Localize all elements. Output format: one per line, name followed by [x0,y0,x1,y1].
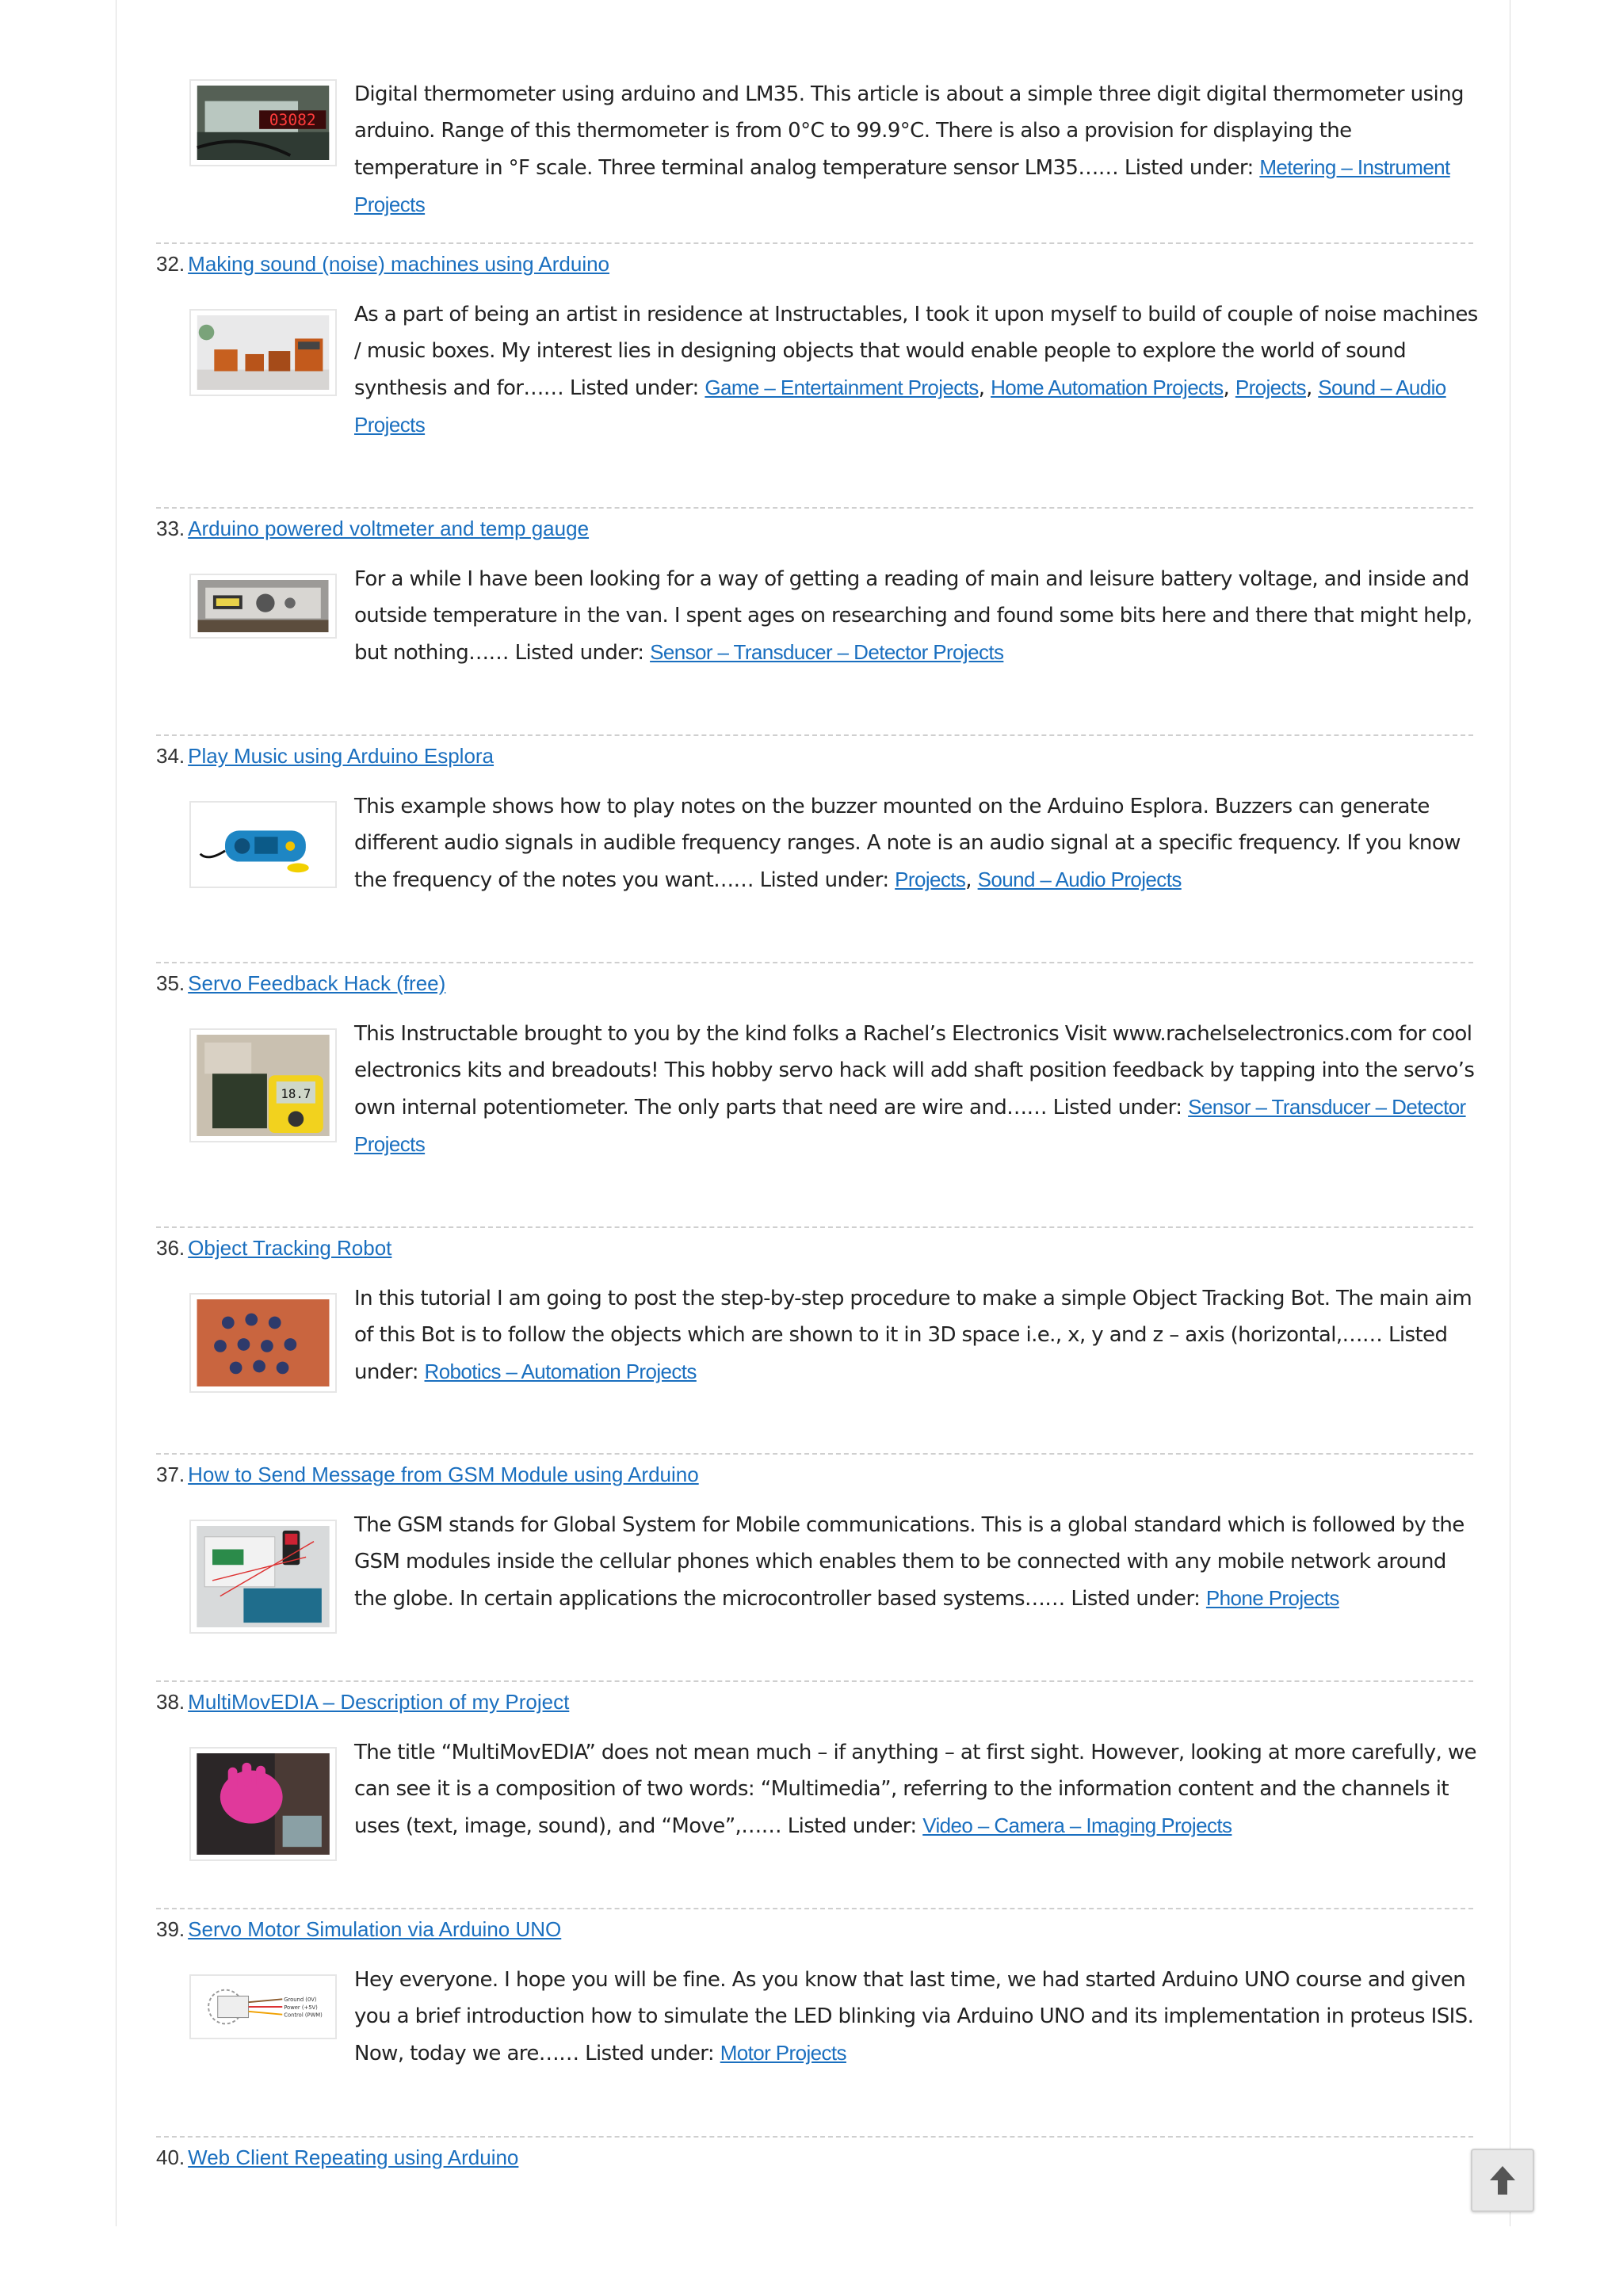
item-description: For a while I have been looking for a way of getting a reading of main and leisure battery voltage, and inside and outside temperature in the van. I spent ages on researching and found some bits here and there that might help, but nothing…… Listed under: Sensor – Transducer – Detector Projects [354,567,1472,665]
item-title-link[interactable]: How to Send Message from GSM Module using Arduino [188,1463,699,1486]
esplora-thumbnail-icon[interactable] [189,801,337,888]
category-link-motor[interactable]: Motor Projects [720,2041,846,2065]
item-title-link[interactable]: Web Client Repeating using Arduino [188,2145,519,2169]
list-item [156,242,1478,472]
gsm-breadboard-thumbnail-icon[interactable] [189,1520,337,1634]
item-description: Digital thermometer using arduino and LM35. This article is about a simple three digit digital thermometer using arduino. Range of this thermometer is from 0°C to 99.9°C. There is also a provision for displaying the temperature in °F scale. Three terminal analog temperature sensor LM35…… Listed under: Metering – Instrument Projects [354,82,1464,216]
item-number: 32. [156,252,185,276]
category-links [650,641,1003,665]
item-description: Hey everyone. I hope you will be fine. As you know that last time, we had started Arduino UNO course and given you a brief introduction how to simulate the LED blinking via Arduino UNO and its implementation in proteus ISIS. Now, today we are…… Listed under: Motor Projects [354,1968,1474,2065]
multimeter-readout: 18.7 [281,1085,311,1101]
category-link-home-automation[interactable]: Home Automation Projects [991,376,1224,399]
item-number: 36. [156,1236,185,1260]
item-description: In this tutorial I am going to post the step-by-step procedure to make a simple Object Tracking Bot. The main aim of this Bot is to follow the objects which are shown to it in 3D space i.e., x, y and z – axis (horizontal,…… Listed under: Robotics – Automation Projects [354,1287,1472,1384]
item-number: 33. [156,517,185,540]
category-links [425,1360,697,1384]
item-number: 35. [156,971,185,995]
item-title-link[interactable]: MultiMovEDIA – Description of my Project [188,1690,570,1714]
item-title-link[interactable]: Servo Motor Simulation via Arduino UNO [188,1917,562,1941]
item-number: 40. [156,2145,185,2169]
category-link-metering[interactable]: Metering – Instrument Projects [354,155,1450,216]
list-item [156,2136,1473,2183]
category-link-sensor[interactable]: Sensor – Transducer – Detector Projects [354,1095,1466,1156]
svg-text:Control (PWM): Control (PWM) [284,2012,323,2019]
sensor-board-thumbnail-icon[interactable] [189,1293,337,1393]
item-title-row [156,1226,1473,1261]
noise-machine-thumbnail-icon[interactable] [189,309,337,396]
item-title-row [156,734,1473,769]
item-title-link[interactable]: Play Music using Arduino Esplora [188,744,495,768]
category-link-sound-audio[interactable]: Sound – Audio Projects [354,376,1446,437]
item-number: 34. [156,744,185,768]
item-title-row [156,962,1473,997]
item-description: The GSM stands for Global System for Mobile communications. This is a global standard which is followed by the GSM modules inside the cellular phones which enables them to be connected with any mobile network around the globe. In certain applications the microcontroller based systems…… Listed under: Phone Projects [354,1513,1465,1611]
item-title-row [156,507,1473,542]
item-title-link[interactable]: Arduino powered voltmeter and temp gauge [188,517,590,540]
list-item [156,962,1473,1192]
category-link-phone[interactable]: Phone Projects [1205,1586,1339,1610]
item-description: As a part of being an artist in residence at Instructables, I took it upon myself to build of couple of noise machines / music boxes. My interest lies in designing objects that would enable people to explore the world of sound synthesis and for…… Listed under: Game – Entertainment Projects, Home Automation Projects, Projects, Sound – Audio Projects [354,303,1478,437]
item-number: 38. [156,1690,185,1714]
item-title-row [156,2136,1473,2171]
list-item [156,1680,1476,1871]
category-link-video[interactable]: Video – Camera – Imaging Projects [922,1814,1232,1837]
item-title-row [156,242,1473,277]
category-link-sound-audio[interactable]: Sound – Audio Projects [977,868,1182,891]
item-title-row [156,1680,1473,1715]
item-title-link[interactable]: Servo Feedback Hack (free) [188,971,446,995]
svg-text:Power (+5V): Power (+5V) [284,2004,318,2011]
list-item [156,1453,1473,1643]
item-description: This Instructable brought to you by the kind folks a Rachel’s Electronics Visit www.rachelselectronics.com for cool electronics kits and breadouts! This hobby servo hack will add shaft position feedback by tapping into the servo’s own internal potentiometer. The only parts that need are wire and…… Listed under: Sensor – Transducer – Detector Projects [354,1022,1475,1156]
category-link-projects[interactable]: Projects [895,868,966,891]
category-link-game[interactable]: Game – Entertainment Projects [705,376,979,399]
category-link-robotics[interactable]: Robotics – Automation Projects [424,1360,697,1383]
category-links [720,2042,846,2065]
glove-thumbnail-icon[interactable] [189,1747,337,1861]
list-item [156,734,1473,925]
list-item [156,1226,1473,1417]
thermometer-display-readout: 03082 [269,110,316,129]
category-link-sensor[interactable]: Sensor – Transducer – Detector Projects [650,640,1004,664]
multimeter-thumbnail-icon[interactable] [189,1028,337,1142]
back-to-top-button[interactable] [1471,2149,1534,2212]
svg-text:Ground (0V): Ground (0V) [284,1997,317,2004]
up-arrow-icon [1488,2164,1517,2196]
category-links: Game – Entertainment Projects, Home Automation Projects, Projects, Sound – Audio Projects [354,376,1446,437]
item-description: This example shows how to play notes on the buzzer mounted on the Arduino Esplora. Buzzers can generate different audio signals in audible frequency ranges. A note is an audio signal at a specific frequency. If you know the frequency of the notes you want…… Listed under: Projects, Sound – Audio Projects [354,795,1461,892]
category-links: Projects, Sound – Audio Projects [895,868,1182,892]
servo-diagram-thumbnail-icon[interactable] [189,1974,337,2039]
category-links [922,1814,1232,1838]
category-link-projects[interactable]: Projects [1235,376,1306,399]
list-item [156,1908,1473,2098]
category-links [1206,1587,1339,1611]
item-title-row [156,1453,1473,1488]
item-title-link[interactable]: Object Tracking Robot [188,1236,392,1260]
list-item [156,507,1473,697]
thermometer-thumbnail-icon[interactable] [189,79,337,166]
voltmeter-thumbnail-icon[interactable] [189,574,337,639]
item-number: 37. [156,1463,185,1486]
item-number: 39. [156,1917,185,1941]
page-content-column [116,0,1510,2226]
item-description: The title “MultiMovEDIA” does not mean much – if anything – at first sight. However, looking at more carefully, we can see it is a composition of two words: “Multimedia”, referring to the information content and the channels it uses (text, image, sound), and “Move”,…… Listed under: Video – Camera – Imaging Projects [354,1741,1476,1838]
item-title-row [156,1908,1473,1943]
list-item [156,76,1473,216]
item-title-link[interactable]: Making sound (noise) machines using Arduino [188,252,610,276]
